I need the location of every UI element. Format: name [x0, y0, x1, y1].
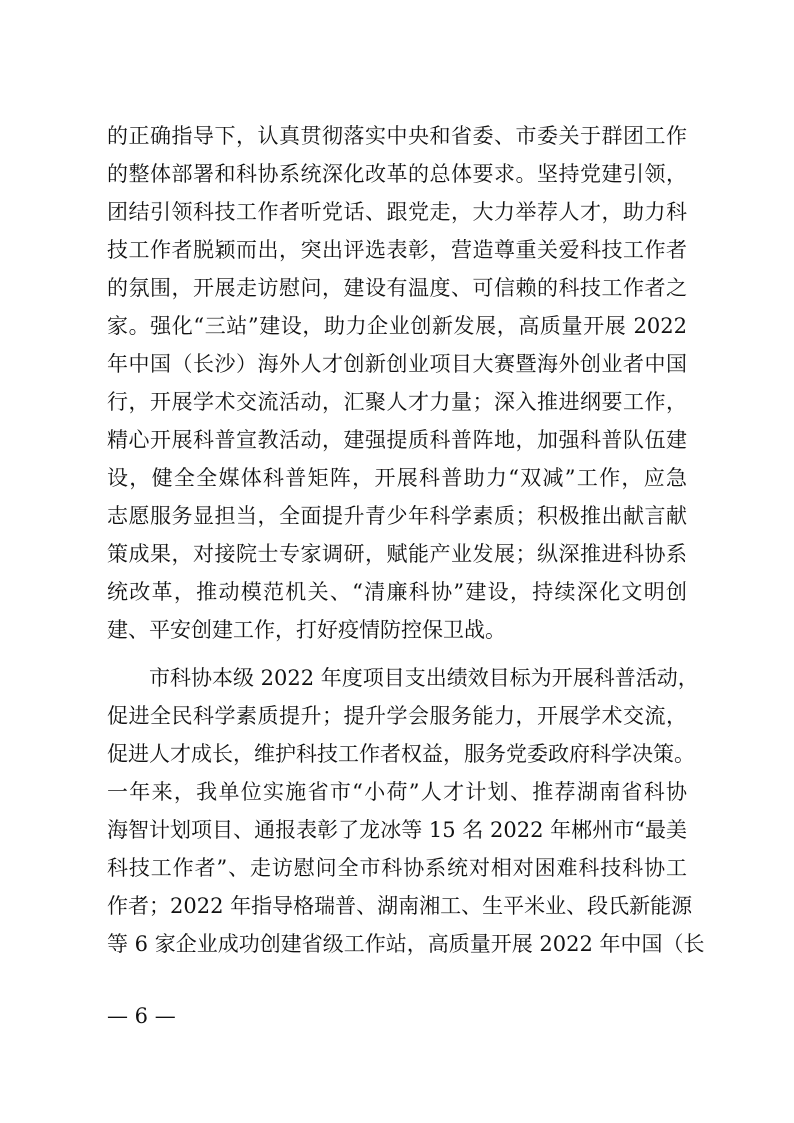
paragraph-2-line: 等 6 家企业成功创建省级工作站，高质量开展 2022 年中国（长	[107, 932, 705, 956]
paragraph-1-line: 技工作者脱颖而出，突出评选表彰，营造尊重关爱科技工作者	[107, 238, 687, 262]
paragraph-1-line: 的正确指导下，认真贯彻落实中央和省委、市委关于群团工作	[107, 124, 687, 148]
paragraph-1-line: 年中国（长沙）海外人才创新创业项目大赛暨海外创业者中国	[107, 352, 687, 376]
paragraph-1-line: 统改革，推动模范机关、“清廉科协”建设，持续深化文明创	[107, 580, 687, 604]
paragraph-1-line: 精心开展科普宣教活动，建强提质科普阵地，加强科普队伍建	[107, 428, 687, 452]
paragraph-1-line: 团结引领科技工作者听党话、跟党走，大力举荐人才，助力科	[107, 200, 687, 224]
paragraph-1-line: 建、平安创建工作，打好疫情防控保卫战。	[107, 618, 506, 642]
paragraph-1-line: 设，健全全媒体科普矩阵，开展科普助力“双减”工作，应急	[107, 466, 687, 490]
paragraph-2-line: 促进全民科学素质提升；提升学会服务能力，开展学术交流，	[107, 704, 687, 728]
paragraph-1-line: 的整体部署和科协系统深化改革的总体要求。坚持党建引领，	[107, 162, 687, 186]
paragraph-2-line: 科技工作者”、走访慰问全市科协系统对相对困难科技科协工	[107, 856, 687, 880]
paragraph-1-line: 家。强化“三站”建设，助力企业创新发展，高质量开展 2022	[107, 314, 687, 338]
paragraph-2-line: 市科协本级 2022 年度项目支出绩效目标为开展科普活动，	[149, 666, 699, 690]
paragraph-2-line: 作者；2022 年指导格瑞普、湖南湘工、生平米业、段氏新能源	[107, 894, 693, 918]
paragraph-1-line: 行，开展学术交流活动，汇聚人才力量；深入推进纲要工作，	[107, 390, 687, 414]
paragraph-2-line: 促进人才成长，维护科技工作者权益，服务党委政府科学决策。	[107, 742, 695, 766]
paragraph-2-line: 海智计划项目、通报表彰了龙冰等 15 名 2022 年郴州市“最美	[107, 818, 687, 842]
paragraph-1-line: 志愿服务显担当，全面提升青少年科学素质；积极推出献言献	[107, 504, 687, 528]
paragraph-2-line: 一年来，我单位实施省市“小荷”人才计划、推荐湖南省科协	[107, 780, 687, 804]
page-number: — 6 —	[107, 1004, 176, 1028]
paragraph-1-line: 策成果，对接院士专家调研，赋能产业发展；纵深推进科协系	[107, 542, 687, 566]
paragraph-1-line: 的氛围，开展走访慰问，建设有温度、可信赖的科技工作者之	[107, 276, 687, 300]
